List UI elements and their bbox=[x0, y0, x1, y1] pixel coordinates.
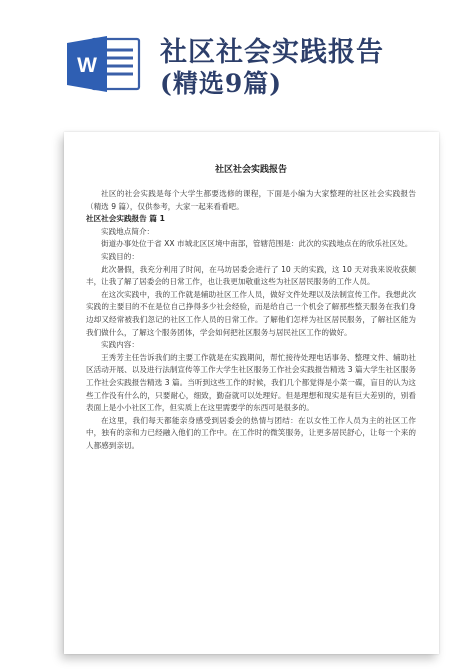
paragraph: 实践目的： bbox=[101, 251, 139, 261]
document-body bbox=[86, 162, 416, 452]
paragraph: 实践地点简介： bbox=[101, 226, 155, 236]
page-title-line-1: 社区社会实践报告 bbox=[160, 37, 384, 68]
paragraph: 在这里，我们每天都能亲身感受到居委会的热情与团结：在以女性工作人员为主的社区工作中，独有的亲和力已经融入他们的工作中。在工作时的微笑服务，让更多居民舒心，让每一个来的人都感到亲切。 bbox=[86, 415, 416, 450]
paragraph: 在这次实践中，我的工作就是辅助社区工作人员，做好文件处理以及法制宣传工作。我想此次实践的主要目的不在是位自己挣得多少社会经验，而是给自己一个机会了解那些整天服务在我们身边却又经常被我们忽记的社区工作人员的日常工作。了解他们怎样为社区居民服务，了解社区能为我们做什么，了解这个服务团体，学会如何把社区服务与居民社区工作的做好。 bbox=[86, 289, 416, 337]
section-heading: 社区社会实践报告 篇 1 bbox=[86, 214, 165, 224]
page-title-line-2: (精选9篇) bbox=[160, 69, 283, 98]
page-header bbox=[0, 0, 474, 118]
intro-paragraph: 社区的社会实践是每个大学生都要选修的课程，下面是小编为大家整理的社区社会实践报告（精选 9 篇），仅供参考，大家一起来看看吧。 bbox=[86, 189, 416, 211]
paragraph: 街道办事处位于省 XX 市城北区区境中南部，管辖范围是：此次的实践地点在的欣乐社区处。 bbox=[101, 239, 413, 249]
word-icon-letter: W bbox=[77, 54, 97, 77]
paragraph: 此次暑假，我充分利用了时间，在马坊居委会进行了 10 天的实践，这 10 天对我来说收获颇丰，让我了解了居委会的日常工作，也让我更加敬重这些为社区居民服务的工作人员。 bbox=[86, 264, 416, 287]
document-title: 社区社会实践报告 bbox=[214, 165, 287, 175]
paragraph: 实践内容： bbox=[101, 340, 139, 350]
word-icon bbox=[65, 34, 141, 94]
paragraph: 王秀芳主任告诉我们的主要工作就是在实践期间，帮忙接待处理电话事务、整理文件、辅助社区活动开展、以及进行法制宣传等工作大学生社区服务工作社会实践报告精选 3 篇大学生社区服务工作社会实践报告精选 3 篇。当听到这些工作的时候，我们几个都觉得是小菜一碟，盲目的认为这些工作没有什么的，只要耐心，细致，勤奋就可以处理好。但是理想和现实是有巨大差别的，别看表面上是小小社区工作，但实质上在这里需要学的东西可是很多的。 bbox=[86, 352, 416, 413]
document-page-preview bbox=[64, 132, 439, 654]
